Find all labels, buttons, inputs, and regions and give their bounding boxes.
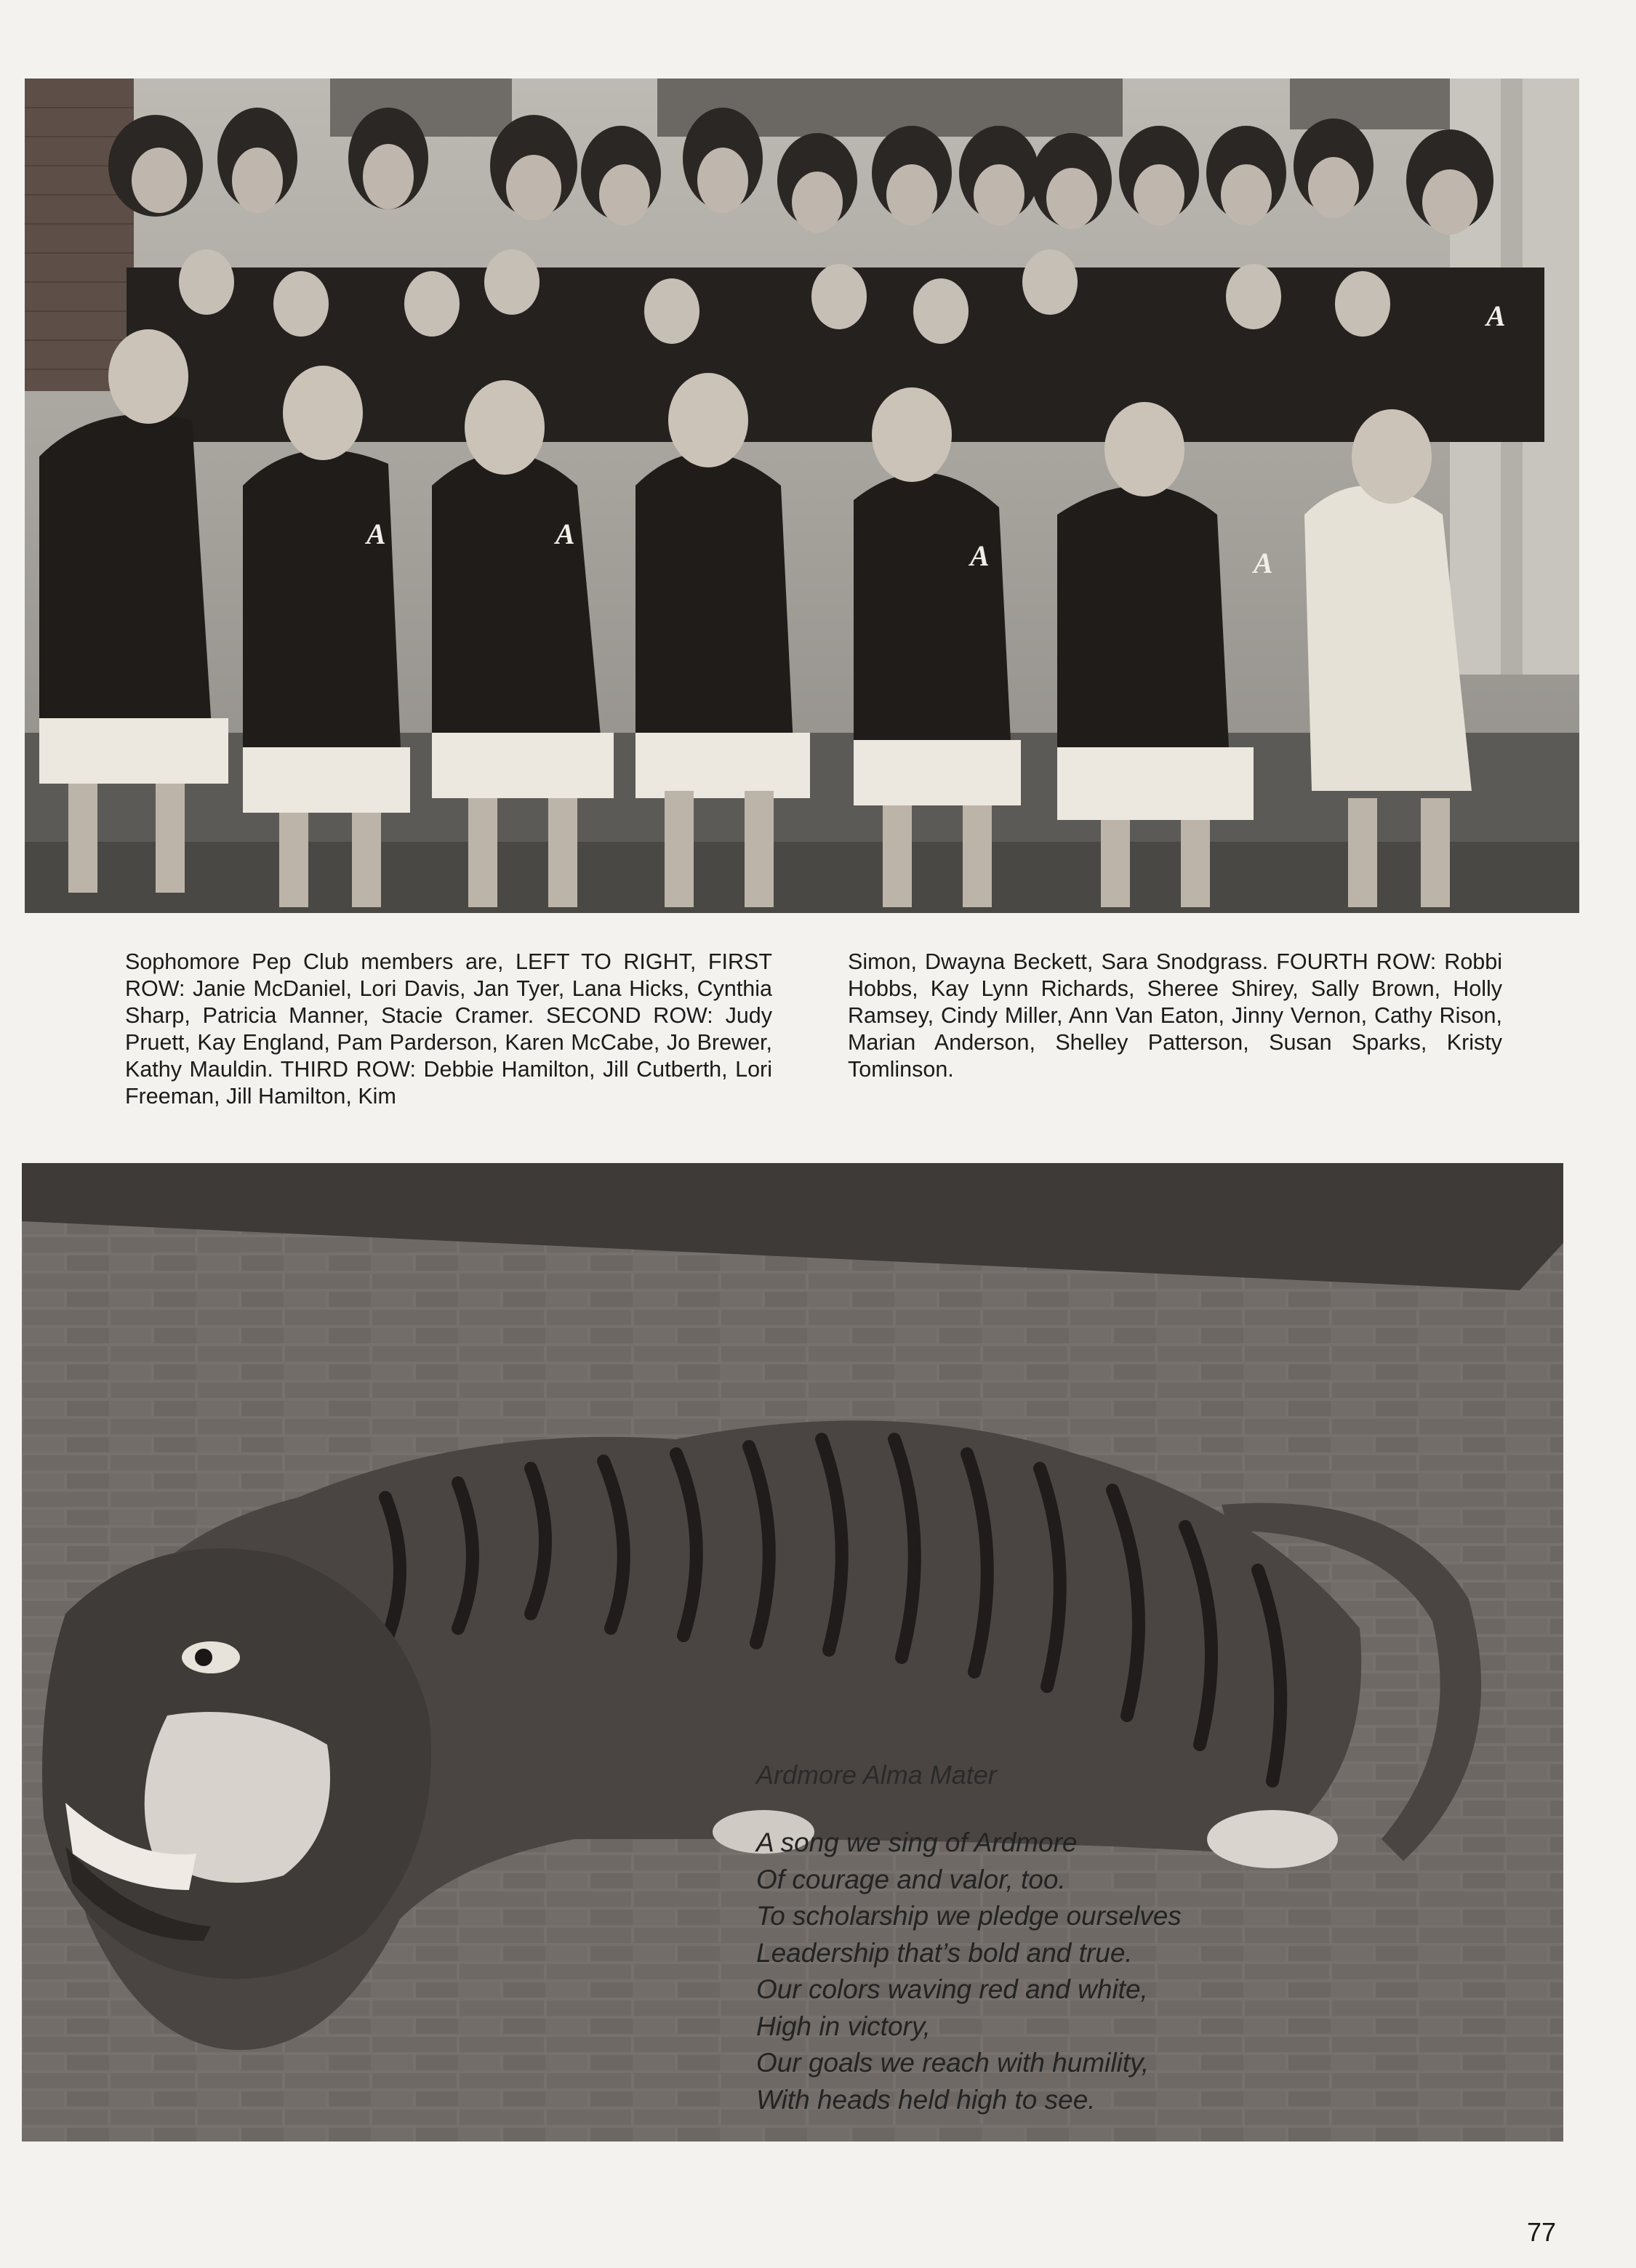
blazer-letter: A [1254, 547, 1273, 579]
poem-title: Ardmore Alma Mater [756, 1760, 997, 1790]
poem-line: To scholarship we pledge ourselves [756, 1901, 1182, 1931]
group-photo-art [25, 79, 1579, 913]
blazer-letter: A [556, 518, 575, 550]
alma-mater-poem [756, 1759, 1411, 2118]
poem-line: A song we sing of Ardmore [756, 1827, 1078, 1857]
page-number: 77 [1527, 2217, 1557, 2247]
blazer-letter: A [970, 539, 990, 572]
poem-line: With heads held high to see. [756, 2084, 1096, 2115]
group-photo [25, 79, 1579, 913]
poem-line: Of courage and valor, too. [756, 1864, 1066, 1894]
poem-line: Our colors waving red and white, [756, 1974, 1148, 2004]
blazer-letter: A [366, 518, 386, 550]
poem-line: Leadership that’s bold and true. [756, 1937, 1133, 1968]
caption-left: Sophomore Pep Club members are, LEFT TO RIGHT, FIRST ROW: Janie McDaniel, Lori Davis, Jan Tyer, Lana Hicks, Cynthia Sharp, Patricia Manner, Stacie Cramer. SECOND ROW: Judy Pruett, Kay England, Pam Parderson, Karen McCabe, Jo Brewer, Kathy Mauldin. THIRD ROW: Debbie Hamilton, Jill Cutberth, Lori Freeman, Jill Hamilton, Kim [125, 949, 772, 1109]
blazer-letter: A [1486, 299, 1506, 332]
poem-line: Our goals we reach with humility, [756, 2048, 1150, 2078]
caption-right: Simon, Dwayna Beckett, Sara Snodgrass. FOURTH ROW: Robbi Hobbs, Kay Lynn Richards, Sheree Shirey, Sally Brown, Holly Ramsey, Cindy Miller, Ann Van Eaton, Jinny Vernon, Cathy Rison, Marian Anderson, Shelley Patterson, Susan Sparks, Kristy Tomlinson. [848, 949, 1502, 1082]
poem-line: High in victory, [756, 2011, 931, 2041]
